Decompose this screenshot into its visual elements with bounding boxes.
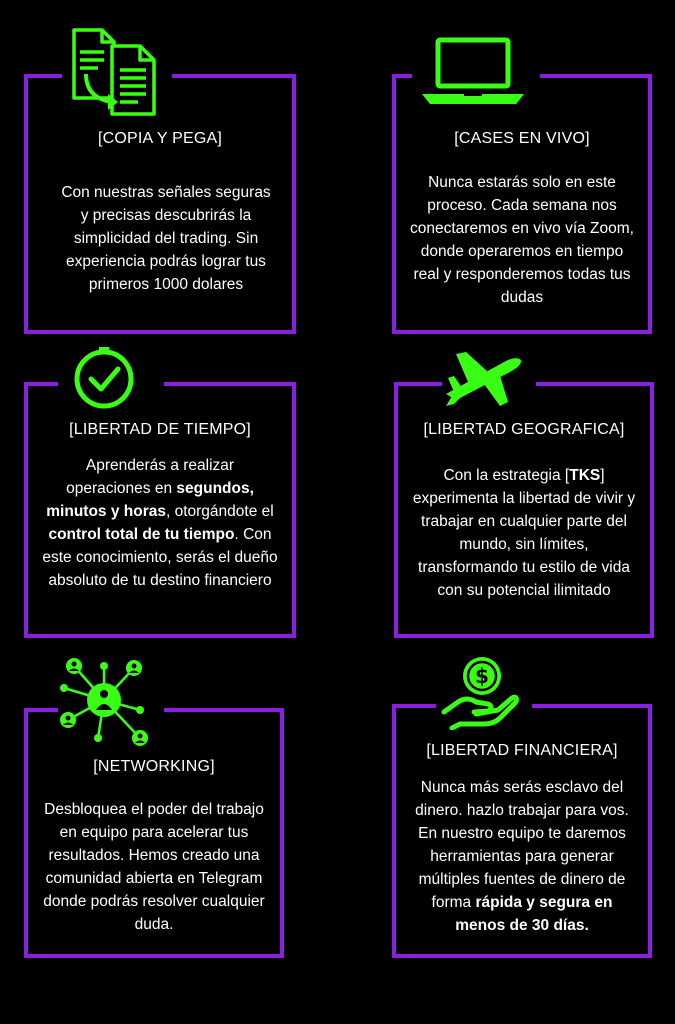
card-title: [LIBERTAD GEOGRAFICA] [423,421,625,438]
clock-check-icon [72,346,136,410]
card-cases-en-vivo [392,74,652,334]
copy-paste-documents-icon [68,26,164,118]
card-libertad-geografica [394,382,654,638]
airplane-icon [444,348,524,410]
card-title: [NETWORKING] [93,758,215,775]
card-body: Nunca estarás solo en este proceso. Cada semana nos conectaremos en vivo vía Zoom, donde operaremos en tiempo real y responderemos todas tus dudas [410,174,634,306]
hand-dollar-coin-icon [440,654,520,730]
card-body: Aprenderás a realizar operaciones en segundos, minutos y horas, otorgándote el control total de tu tiempo. Con este conocimiento, serás el dueño absoluto de tu destino financiero [42,457,278,589]
svg-text:$: $ [475,664,489,688]
network-people-icon [54,654,154,750]
card-body: Con nuestras señales seguras y precisas descubrirás la simplicidad del trading. Sin experiencia podrás lograr tus primeros 1000 dolares [61,184,271,293]
card-title: [LIBERTAD FINANCIERA] [426,742,618,759]
card-body: Desbloquea el poder del trabajo en equipo para acelerar tus resultados. Hemos creado una comunidad abierta en Telegram donde podrás resolver cualquier duda. [43,801,265,933]
card-libertad-financiera [392,704,652,958]
card-title: [LIBERTAD DE TIEMPO] [69,421,251,438]
card-title: [CASES EN VIVO] [454,130,590,147]
card-body: Nunca más serás esclavo del dinero. hazlo trabajar para vos. En nuestro equipo te daremos herramientas para generar múltiples fuentes de dinero de forma rápida y segura en menos de 30 días. [415,779,629,934]
card-body: Con la estrategia [TKS] experimenta la libertad de vivir y trabajar en cualquier parte del mundo, sin límites, transformando tu estilo de vida con su potencial ilimitado [412,467,636,599]
laptop-icon [420,36,526,108]
card-title: [COPIA Y PEGA] [97,130,223,147]
card-libertad-de-tiempo [24,382,296,638]
